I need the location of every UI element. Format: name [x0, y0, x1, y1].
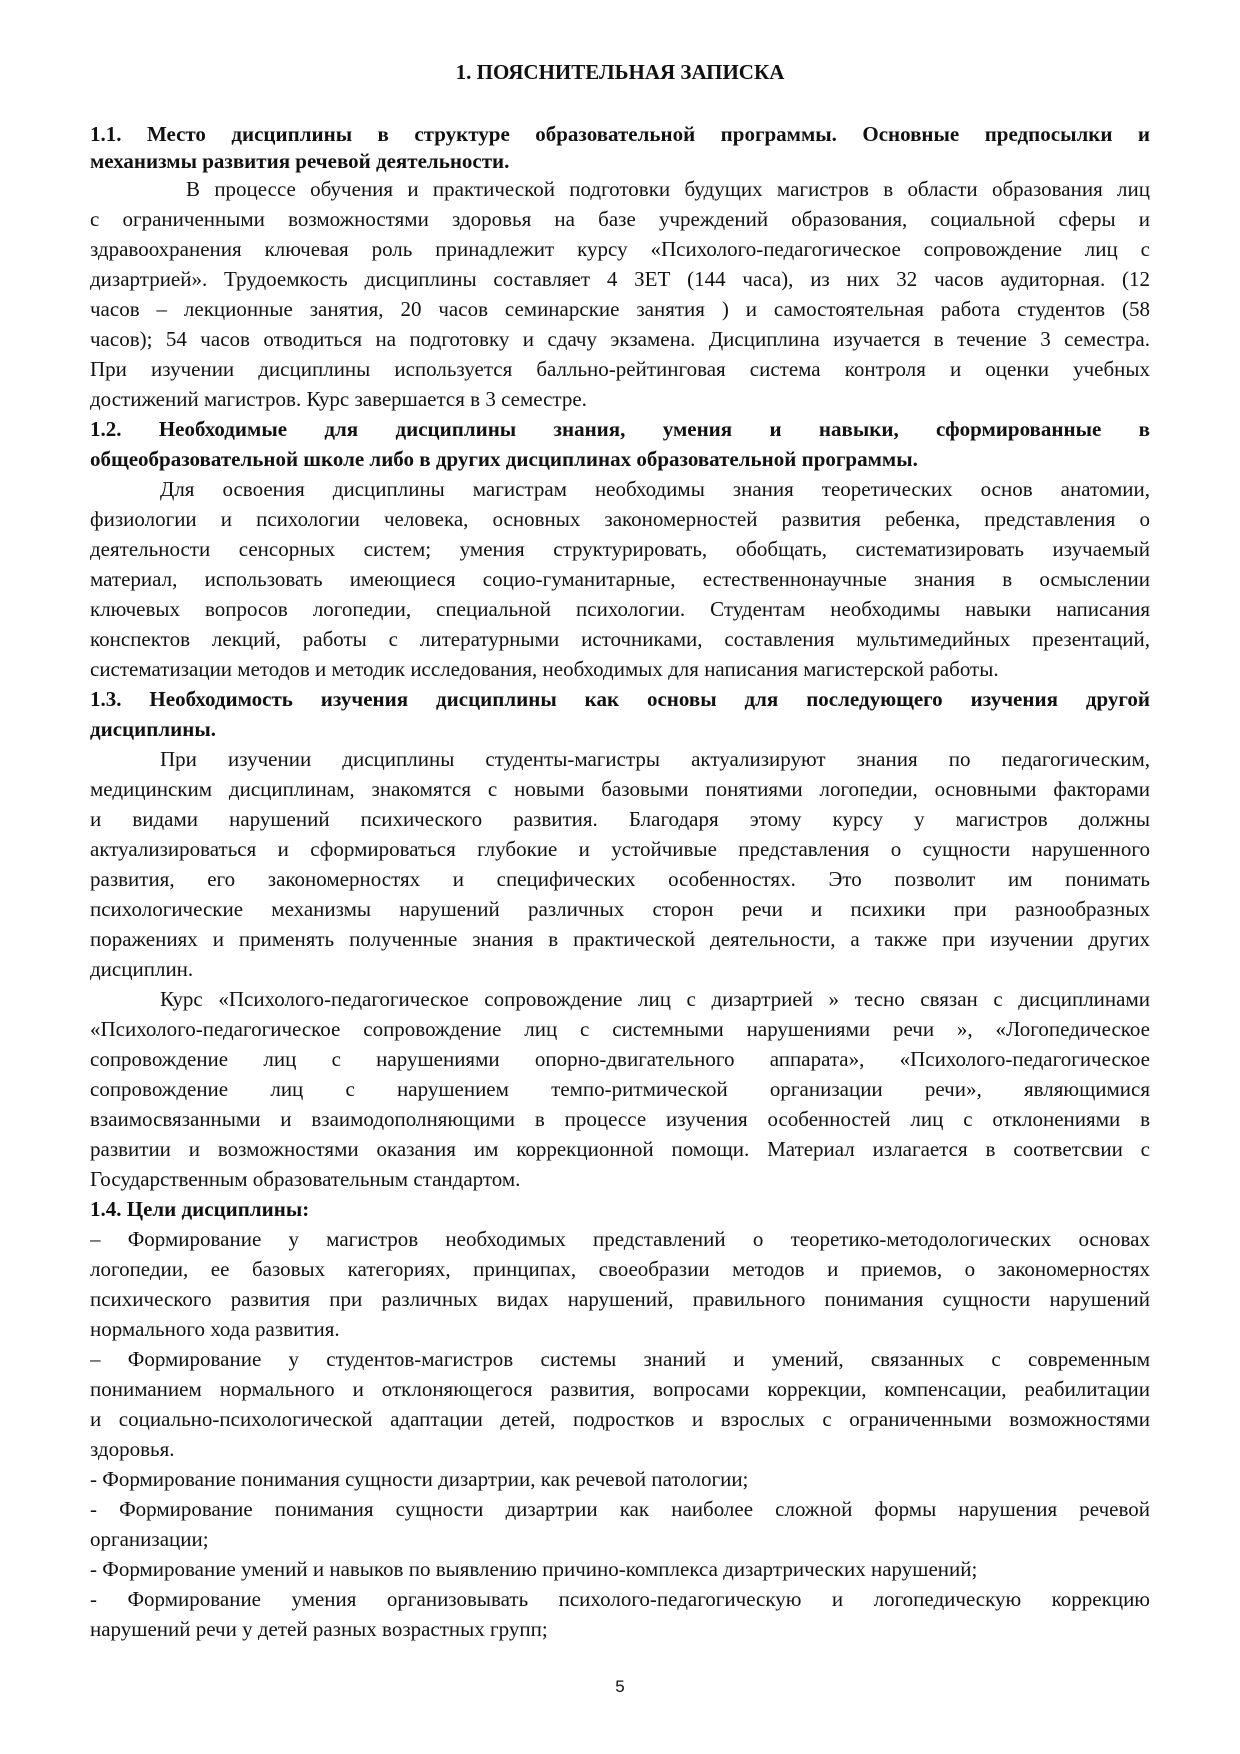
text-line: физиологии и психологии человека, основных закономерностей развития ребенка, представления о: [90, 507, 1150, 531]
text-line: - Формирование умения организовывать психолого-педагогическую и логопедическую коррекцию: [90, 1587, 1150, 1611]
text-line: часов – лекционные занятия, 20 часов семинарские занятия ) и самостоятельная работа студентов (58: [90, 297, 1150, 321]
text-line: 1.3. Необходимость изучения дисциплины как основы для последующего изучения другой: [90, 687, 1150, 711]
section-heading-1-4: [90, 1194, 1150, 1224]
paragraph: [90, 174, 1150, 414]
text-line: актуализироваться и сформироваться глубокие и устойчивые представления о сущности нарушенного: [90, 837, 1150, 861]
text-line: и социально-психологической адаптации детей, подростков и взрослых с ограниченными возможностями: [90, 1407, 1150, 1431]
text-line: – Формирование у студентов-магистров системы знаний и умений, связанных с современным: [90, 1347, 1150, 1371]
text-line: материал, использовать имеющиеся социо-гуманитарные, естественнонаучные знания в осмыслении: [90, 567, 1150, 591]
text-line: медицинским дисциплинам, знакомятся с новыми базовыми понятиями логопедии, основными факторами: [90, 777, 1150, 801]
section-heading-1-3: [90, 684, 1150, 744]
section-heading-1-1: [90, 121, 1150, 175]
text-line: нарушений речи у детей разных возрастных групп;: [90, 1617, 548, 1641]
paragraph: [90, 474, 1150, 684]
text-line: сопровождение лиц с нарушениями опорно-двигательного аппарата», «Психолого-педагогическое: [90, 1047, 1150, 1071]
text-line: - Формирование умений и навыков по выявлению причино-комплекса дизартрических нарушений;: [90, 1557, 978, 1581]
text-line: деятельности сенсорных систем; умения структурировать, обобщать, систематизировать изучаемый: [90, 537, 1150, 561]
goal-list-item: [90, 1344, 1150, 1464]
goal-list-item: [90, 1224, 1150, 1344]
text-line: здравоохранения ключевая роль принадлежит курсу «Психолого-педагогическое сопровождение лиц с: [90, 237, 1150, 261]
text-line: - Формирование понимания сущности дизартрии как наиболее сложной формы нарушения речевой: [90, 1497, 1150, 1521]
text-line: пониманием нормального и отклоняющегося развития, вопросами коррекции, компенсации, реабилитации: [90, 1377, 1150, 1401]
page-number: 5: [615, 1677, 625, 1696]
text-line: развития, его закономерностях и специфических особенностях. Это позволит им понимать: [90, 867, 1150, 891]
text-line: дизартрией». Трудоемкость дисциплины составляет 4 ЗЕТ (144 часа), из них 32 часов аудиторная. (12: [90, 267, 1150, 291]
text-line: механизмы развития речевой деятельности.: [90, 149, 510, 173]
goal-list-item: [90, 1554, 1150, 1584]
text-line: 1.2. Необходимые для дисциплины знания, умения и навыки, сформированные в: [90, 417, 1150, 441]
text-line: дисциплины.: [90, 717, 216, 741]
text-line: нормального хода развития.: [90, 1317, 340, 1341]
text-line: достижений магистров. Курс завершается в 3 семестре.: [90, 387, 587, 411]
text-line: ключевых вопросов логопедии, специальной психологии. Студентам необходимы навыки написания: [90, 597, 1150, 621]
text-line: поражениях и применять полученные знания в практической деятельности, а также при изучении других: [90, 927, 1150, 951]
text-line: сопровождение лиц с нарушением темпо-ритмической организации речи», являющимися: [90, 1077, 1150, 1101]
text-line: При изучении дисциплины студенты-магистры актуализируют знания по педагогическим,: [160, 747, 1150, 771]
text-line: здоровья.: [90, 1437, 175, 1461]
text-line: - Формирование понимания сущности дизартрии, как речевой патологии;: [90, 1467, 749, 1491]
text-line: Для освоения дисциплины магистрам необходимы знания теоретических основ анатомии,: [160, 477, 1150, 501]
text-line: организации;: [90, 1527, 209, 1551]
paragraph: [90, 744, 1150, 984]
text-line: В процессе обучения и практической подготовки будущих магистров в области образования лиц: [186, 177, 1150, 201]
text-line: психического развития при различных видах нарушений, правильного понимания сущности нарушений: [90, 1287, 1150, 1311]
text-line: систематизации методов и методик исследования, необходимых для написания магистерской работы.: [90, 657, 999, 681]
text-line: 1.1. Место дисциплины в структуре образовательной программы. Основные предпосылки и: [90, 122, 1150, 146]
text-line: Курс «Психолого-педагогическое сопровождение лиц с дизартрией » тесно связан с дисциплинами: [160, 987, 1150, 1011]
text-line: – Формирование у магистров необходимых представлений о теоретико-методологических основах: [90, 1227, 1150, 1251]
text-line: Государственным образовательным стандартом.: [90, 1167, 521, 1191]
text-line: психологические механизмы нарушений различных сторон речи и психики при разнообразных: [90, 897, 1150, 921]
text-line: «Психолого-педагогическое сопровождение лиц с системными нарушениями речи », «Логопедическое: [90, 1017, 1150, 1041]
paragraph: [90, 984, 1150, 1194]
text-line: с ограниченными возможностями здоровья на базе учреждений образования, социальной сферы и: [90, 207, 1150, 231]
text-line: конспектов лекций, работы с литературными источниками, составления мультимедийных презентаций,: [90, 627, 1150, 651]
goal-list-item: [90, 1494, 1150, 1554]
text-line: дисциплин.: [90, 957, 194, 981]
section-heading-1-2: [90, 414, 1150, 474]
text-line: взаимосвязанными и взаимодополняющими в процессе изучения особенностей лиц с отклонениями в: [90, 1107, 1150, 1131]
text-line: часов); 54 часов отводиться на подготовку и сдачу экзамена. Дисциплина изучается в течение 3 семестра.: [90, 327, 1150, 351]
goal-list-item: [90, 1584, 1150, 1644]
text-line: общеобразовательной школе либо в других дисциплинах образовательной программы.: [90, 447, 918, 471]
text-line: При изучении дисциплины используется балльно-рейтинговая система контроля и оценки учебных: [90, 357, 1150, 381]
page-title: 1. ПОЯСНИТЕЛЬНАЯ ЗАПИСКА: [455, 60, 785, 84]
text-line: развитии и возможностями оказания им коррекционной помощи. Материал излагается в соответсвии с: [90, 1137, 1150, 1161]
text-line: и видами нарушений психического развития. Благодаря этому курсу у магистров должны: [90, 807, 1150, 831]
document-body: [90, 121, 1150, 1644]
goal-list-item: [90, 1464, 1150, 1494]
text-line: 1.4. Цели дисциплины:: [90, 1197, 310, 1221]
text-line: логопедии, ее базовых категориях, принципах, своеобразии методов и приемов, о закономерностях: [90, 1257, 1150, 1281]
